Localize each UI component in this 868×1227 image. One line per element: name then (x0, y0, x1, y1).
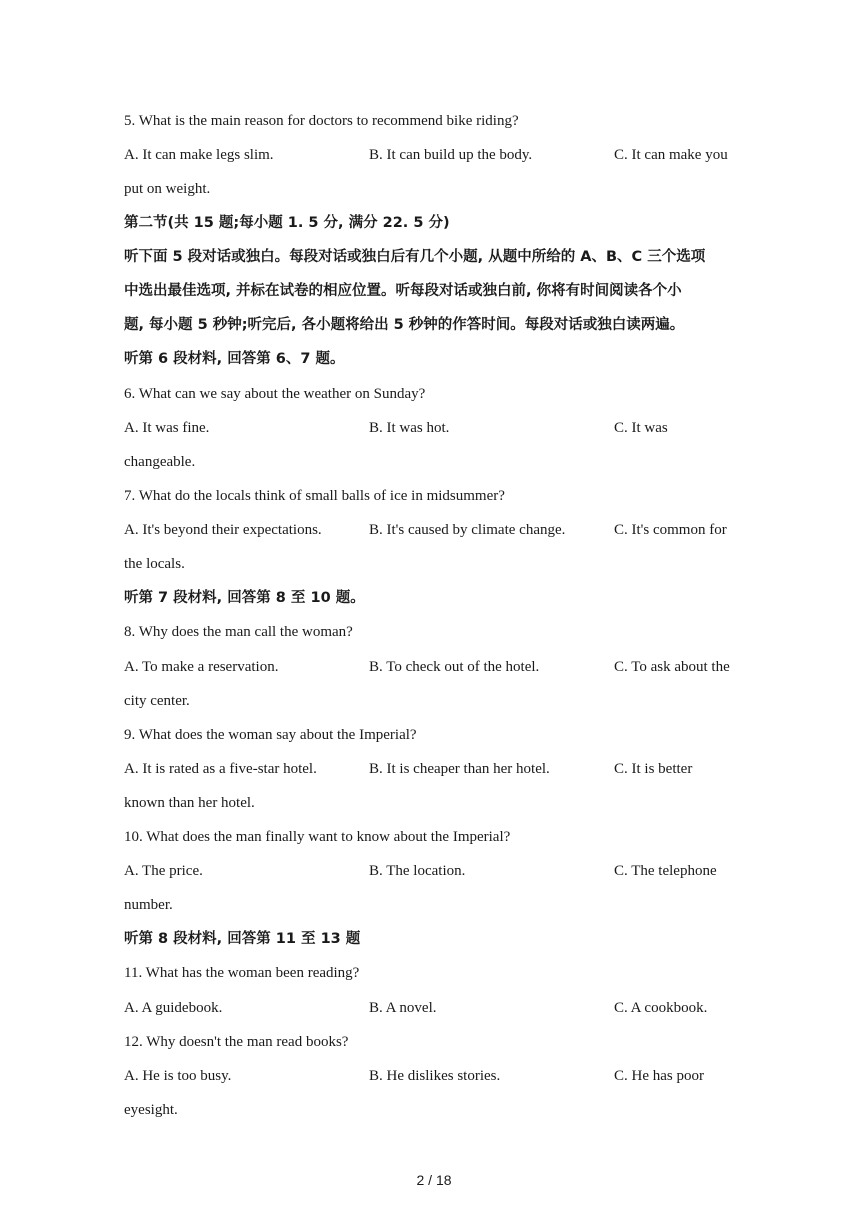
section-instructions-1: 听下面 5 段对话或独白。每段对话或独白后有几个小题, 从题中所给的 A、B、C 三个选项 (124, 249, 706, 265)
option-c-continuation: changeable. (124, 454, 196, 470)
option-a: A. To make a reservation. (124, 659, 279, 675)
option-c-continuation: the locals. (124, 556, 185, 572)
option-b: B. It's caused by climate change. (369, 522, 566, 538)
option-a: A. A guidebook. (124, 1000, 223, 1016)
section-title: 第二节(共 15 题;每小题 1. 5 分, 满分 22. 5 分) (124, 215, 450, 231)
option-b: B. It is cheaper than her hotel. (369, 761, 550, 777)
question-10: 10. What does the man finally want to know about the Imperial? (124, 829, 511, 845)
option-b: B. It can build up the body. (369, 147, 533, 163)
group-heading-8: 听第 8 段材料, 回答第 11 至 13 题 (124, 931, 361, 947)
option-b: B. To check out of the hotel. (369, 659, 540, 675)
section-instructions-2: 中选出最佳选项, 并标在试卷的相应位置。听每段对话或独白前, 你将有时间阅读各个小 (124, 283, 682, 299)
option-c: C. It is better (614, 761, 693, 777)
option-b: B. The location. (369, 863, 466, 879)
question-11: 11. What has the woman been reading? (124, 965, 360, 981)
option-c: C. To ask about the (614, 659, 730, 675)
option-c: C. It's common for (614, 522, 727, 538)
question-6: 6. What can we say about the weather on Sunday? (124, 386, 426, 402)
option-a: A. It was fine. (124, 420, 210, 436)
option-c: C. It can make you (614, 147, 728, 163)
section-instructions-3: 题, 每小题 5 秒钟;听完后, 各小题将给出 5 秒钟的作答时间。每段对话或独白读两遍。 (124, 317, 685, 333)
option-c-continuation: known than her hotel. (124, 795, 255, 811)
option-a: A. He is too busy. (124, 1068, 232, 1084)
group-heading-7: 听第 7 段材料, 回答第 8 至 10 题。 (124, 590, 365, 606)
option-c: C. The telephone (614, 863, 717, 879)
option-a: A. The price. (124, 863, 203, 879)
group-heading-6: 听第 6 段材料, 回答第 6、7 题。 (124, 351, 345, 367)
question-5: 5. What is the main reason for doctors to recommend bike riding? (124, 113, 519, 129)
option-c-continuation: city center. (124, 693, 190, 709)
option-c: C. He has poor (614, 1068, 704, 1084)
question-9: 9. What does the woman say about the Imperial? (124, 727, 417, 743)
question-7: 7. What do the locals think of small balls of ice in midsummer? (124, 488, 505, 504)
option-c: C. It was (614, 420, 668, 436)
page-number: 2 / 18 (416, 1172, 452, 1188)
option-c-continuation: eyesight. (124, 1102, 178, 1118)
option-b: B. A novel. (369, 1000, 437, 1016)
option-c-continuation: put on weight. (124, 181, 211, 197)
option-a: A. It can make legs slim. (124, 147, 274, 163)
option-a: A. It's beyond their expectations. (124, 522, 322, 538)
option-a: A. It is rated as a five-star hotel. (124, 761, 317, 777)
question-8: 8. Why does the man call the woman? (124, 624, 353, 640)
option-c: C. A cookbook. (614, 1000, 708, 1016)
option-b: B. It was hot. (369, 420, 450, 436)
option-c-continuation: number. (124, 897, 173, 913)
question-12: 12. Why doesn't the man read books? (124, 1034, 349, 1050)
option-b: B. He dislikes stories. (369, 1068, 501, 1084)
